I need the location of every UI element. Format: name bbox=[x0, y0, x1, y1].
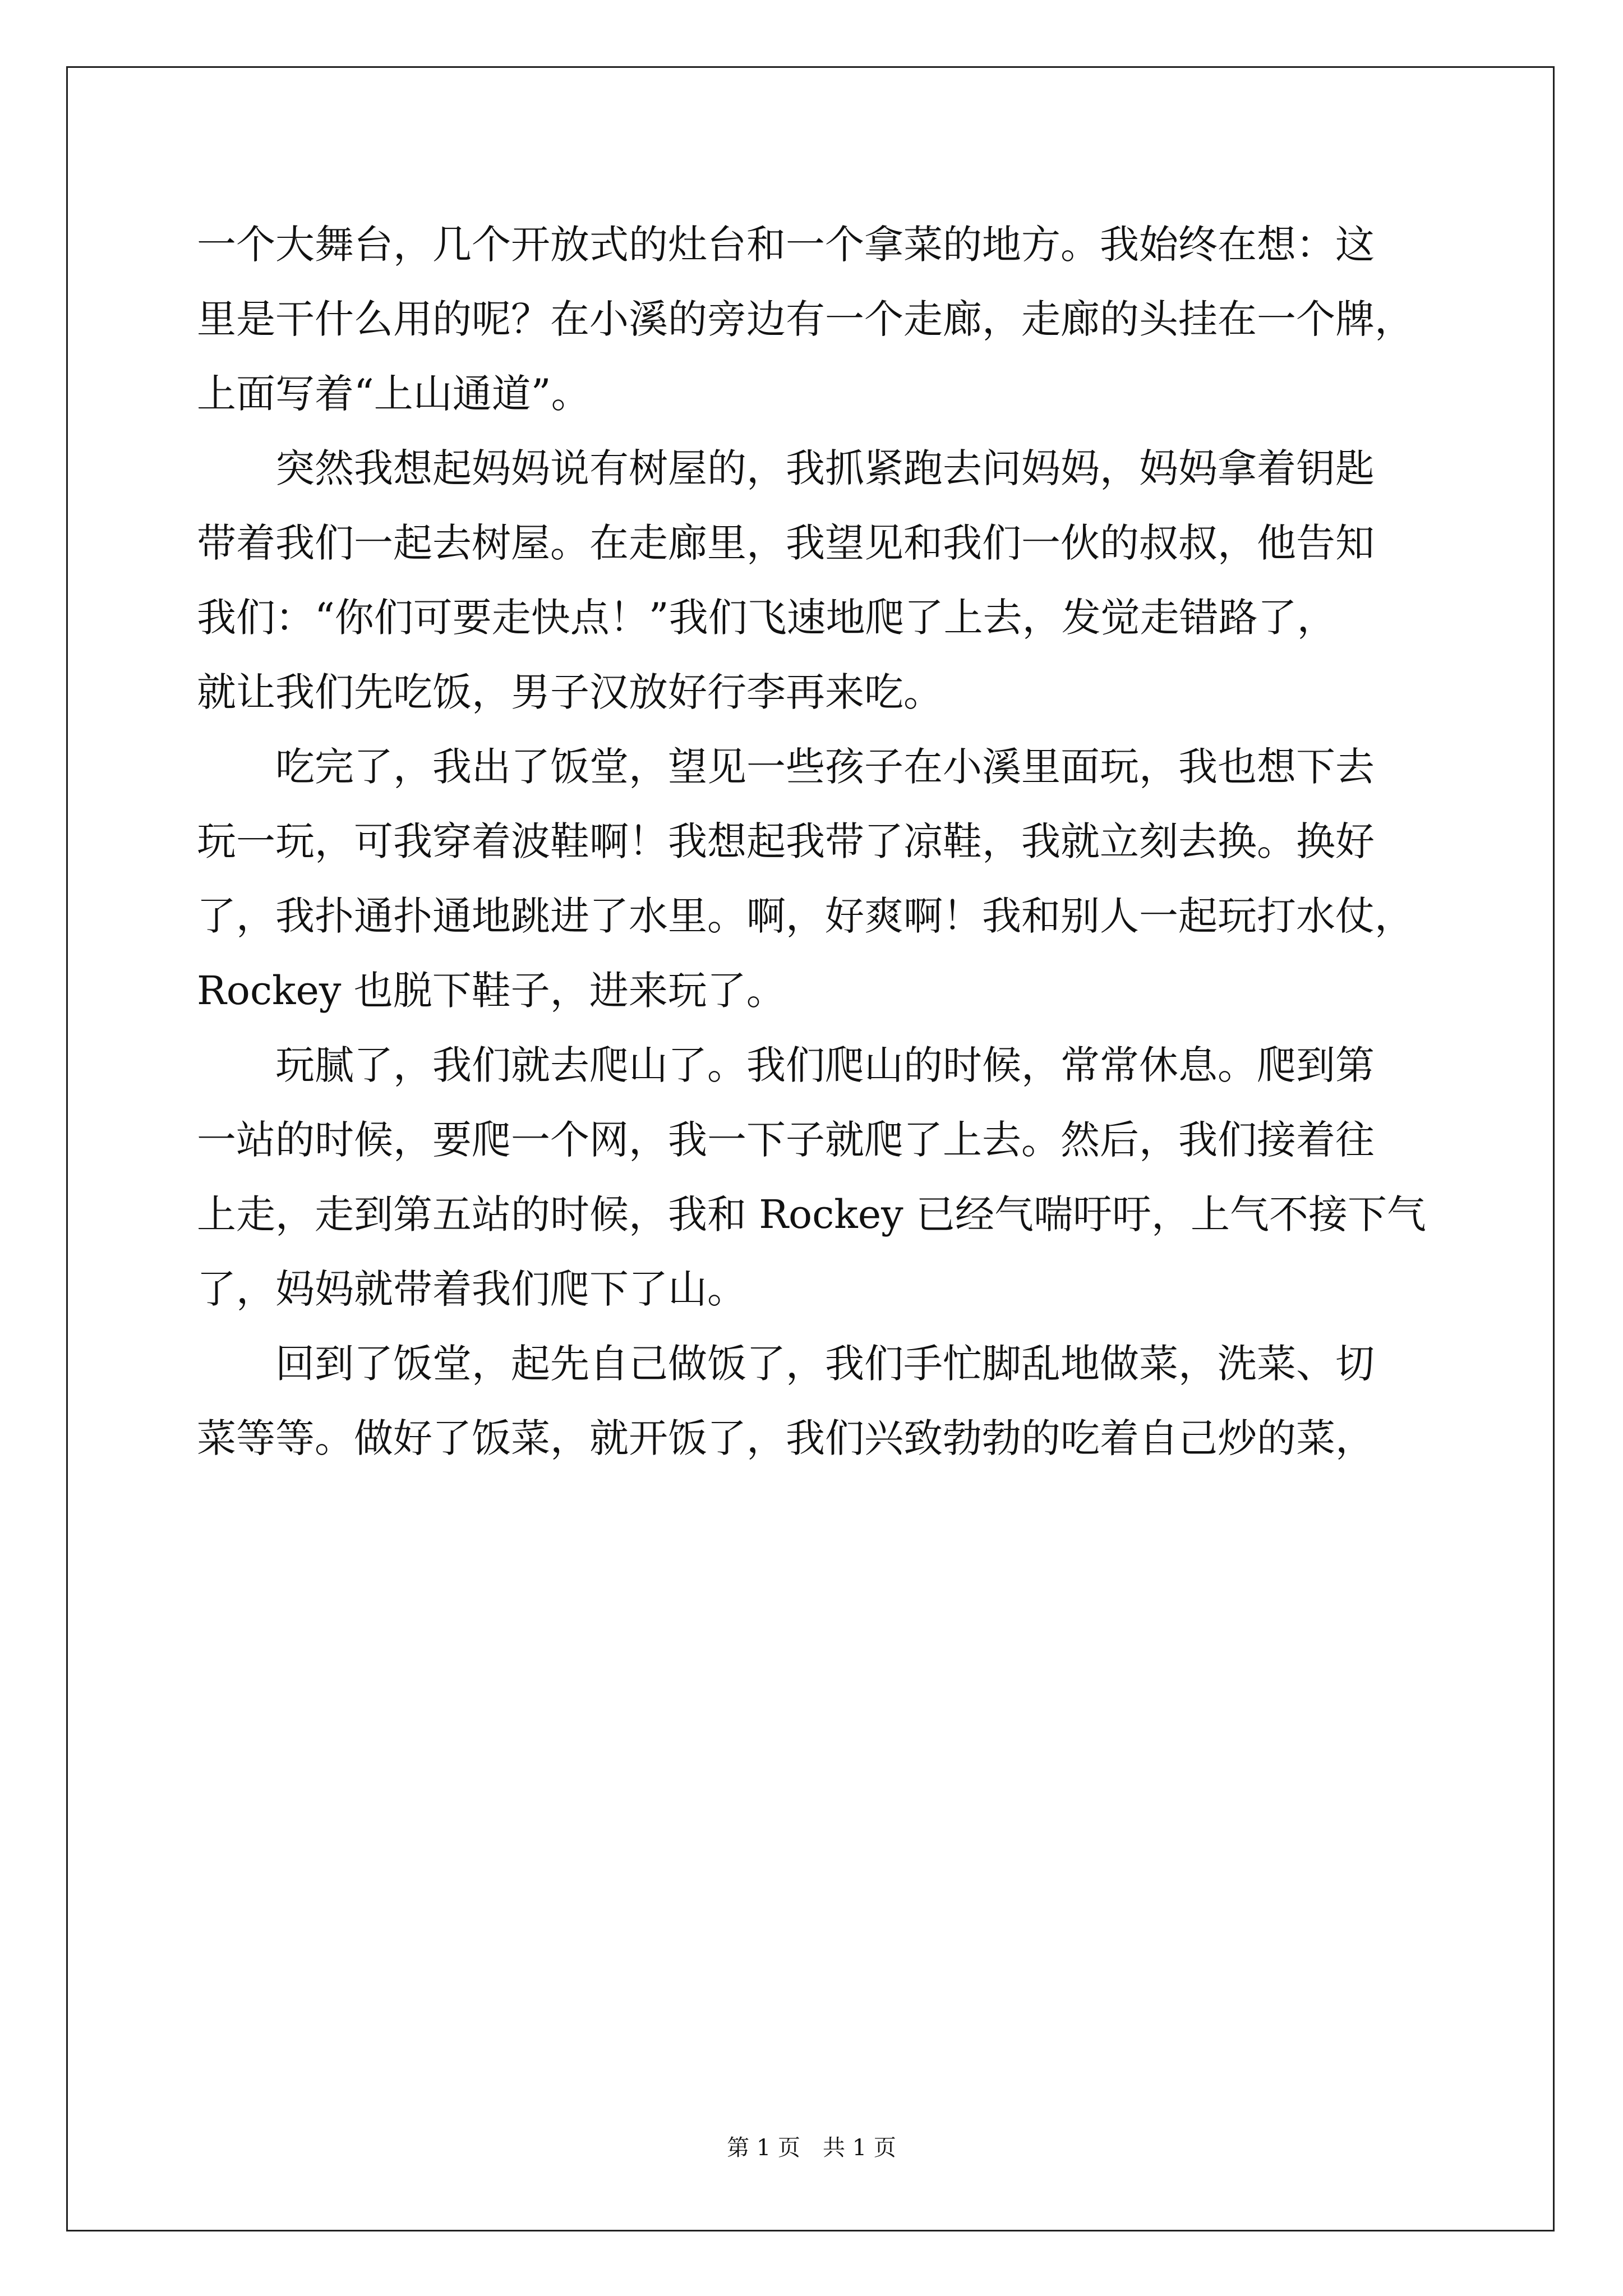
text-line: 吃完了，我出了饭堂，望见一些孩子在小溪里面玩，我也想下去 bbox=[197, 744, 1375, 790]
text-line: 上面写着“上山通道”。 bbox=[197, 371, 591, 417]
text-line: 一站的时候，要爬一个网，我一下子就爬了上去。然后，我们接着往 bbox=[197, 1117, 1375, 1163]
text-line: 上走，走到第五站的时候，我和 Rockey 已经气喘吁吁，上气不接下气 bbox=[197, 1191, 1426, 1237]
page-number: 第 1 页 共 1 页 bbox=[727, 2135, 896, 2161]
text-line: 菜等等。做好了饭菜，就开饭了，我们兴致勃勃的吃着自己炒的菜， bbox=[197, 1415, 1375, 1461]
text-line: 了，妈妈就带着我们爬下了山。 bbox=[197, 1266, 746, 1312]
text-line: 玩腻了，我们就去爬山了。我们爬山的时候，常常休息。爬到第 bbox=[197, 1042, 1375, 1088]
text-line: 一个大舞台，几个开放式的灶台和一个拿菜的地方。我始终在想：这 bbox=[197, 222, 1375, 268]
text-line: 我们：“你们可要走快点！”我们飞速地爬了上去，发觉走错路了， bbox=[197, 595, 1336, 641]
text-line: Rockey 也脱下鞋子，进来玩了。 bbox=[197, 968, 786, 1014]
text-line: 玩一玩，可我穿着波鞋啊！我想起我带了凉鞋，我就立刻去换。换好 bbox=[197, 818, 1375, 864]
document-body bbox=[197, 208, 1425, 1476]
text-line: 突然我想起妈妈说有树屋的，我抓紧跑去问妈妈，妈妈拿着钥匙 bbox=[197, 445, 1375, 491]
text-line: 回到了饭堂，起先自己做饭了，我们手忙脚乱地做菜，洗菜、切 bbox=[197, 1341, 1375, 1387]
text-line: 了，我扑通扑通地跳进了水里。啊，好爽啊！我和别人一起玩打水仗， bbox=[197, 893, 1414, 939]
text-line: 就让我们先吃饭，男子汉放好行李再来吃。 bbox=[197, 669, 943, 715]
text-line: 里是干什么用的呢？在小溪的旁边有一个走廊，走廊的头挂在一个牌， bbox=[197, 296, 1414, 342]
text-line: 带着我们一起去树屋。在走廊里，我望见和我们一伙的叔叔，他告知 bbox=[197, 520, 1375, 566]
page-footer bbox=[0, 2130, 1623, 2162]
